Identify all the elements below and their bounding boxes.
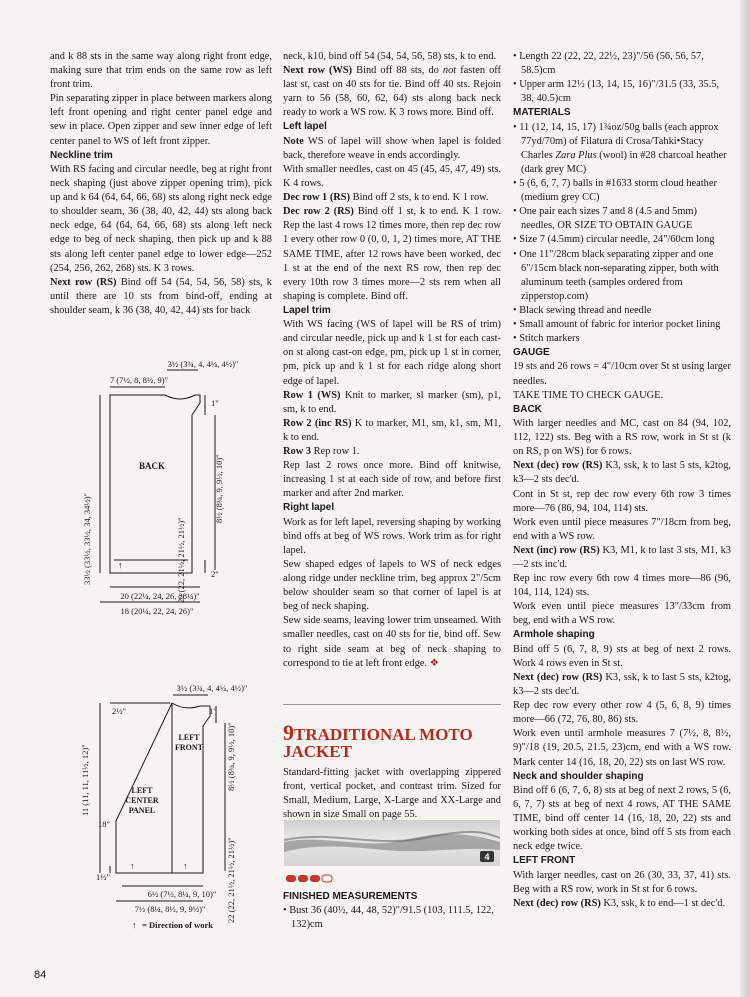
heading-right-lapel: Right lapel xyxy=(283,502,335,514)
center-panel-label-2: CENTER xyxy=(125,796,159,805)
row-label: Next (dec) row (RS) xyxy=(513,460,603,472)
row-text: Knit to marker, sl marker (sm), p1, sm, k to end. xyxy=(283,389,502,415)
heading-neckline-trim: Neckline trim xyxy=(50,149,113,161)
heading-materials: MATERIALS xyxy=(513,107,571,119)
page-number: 84 xyxy=(34,969,47,981)
paragraph: With larger needles, cast on 26 (30, 33, 37, 41) sts. Beg with a RS row, work in St st for 6 rows. xyxy=(513,869,731,895)
paragraph: Pin separating zipper in place between markers along left front opening and right center panel edge and sew in place. Open zipper and sew inner edge of left center panel to WS of left front zipper. xyxy=(50,93,272,147)
shoulder-width-label: 7 (7½, 8, 8½, 9)" xyxy=(109,375,169,385)
note-text: WS of lapel will show when lapel is folded back, therefore weave in ends accordingly. xyxy=(283,135,501,161)
paragraph xyxy=(283,191,501,205)
skill-level-icon xyxy=(284,871,344,881)
paragraph: With RS facing and circular needle, beg at right front neck shaping (just above zipper opening trim), pick up and k 64 (64, 64, 66, 68) sts along right neck edge to shoulder seam, 36 (38, 40, 42, 44) sts along back neck edge, 64 (64, 64, 66, 68) sts along left neck edge to beg of neck shaping, then pick up and k 88 sts along left center panel edge to lower edge—252 (254, 256, 262, 268) sts. K 3 rows. xyxy=(50,163,272,274)
note-label: Note xyxy=(283,135,304,147)
left-front-label-2: FRONT xyxy=(175,743,203,752)
paragraph: TAKE TIME TO CHECK GAUGE. xyxy=(513,389,664,401)
yarn-swatch-image xyxy=(284,820,500,866)
heading-back: BACK xyxy=(513,403,542,415)
row-text: Sew side seams, leaving lower trim unseamed. With smaller needles, cast on 40 sts for tie, bind off. Sew to right side seam at beg of neck shaping to correspond to tie at left front edge. xyxy=(283,615,501,669)
left-front-outline xyxy=(172,703,210,873)
row-text: fasten off last st, cast on 40 sts for tie. Bind off 40 sts. Rejoin yarn to 56 (58, 60, 62, 64) sts along back neck ready to work a WS row. K 3 rows more. Bind off. xyxy=(283,65,502,119)
material-item: • 5 (6, 6, 7, 7) balls in #1633 storm cloud heather (medium grey CC) xyxy=(513,178,717,204)
paragraph xyxy=(283,614,501,670)
hem-label: 1½" xyxy=(96,872,111,882)
back-label: BACK xyxy=(138,461,166,471)
column-2 xyxy=(283,50,501,671)
row-label: Row 1 (WS) xyxy=(283,389,341,401)
pattern-title-line-1: TRADITIONAL MOTO xyxy=(294,725,473,744)
heading-lapel-trim: Lapel trim xyxy=(283,304,331,316)
row-label: Next (dec) row (RS) xyxy=(513,671,603,683)
paragraph xyxy=(283,445,501,459)
page-spine-shadow xyxy=(740,0,750,997)
paragraph: Work even until piece measures 13"/33cm from beg, end with a WS row. xyxy=(513,601,731,627)
total-length-label: 33½ (33½, 33½, 34, 34½)" xyxy=(82,492,92,585)
paragraph xyxy=(513,459,731,487)
paragraph: With WS facing (WS of lapel will be RS of trim) and circular needle, pick up and k 1 st for each cast-on st along cast-on edge, pm, pick up 1 st in corner, pm, pick up and k 1 st for each ridge along short edge of lapel. xyxy=(283,319,501,387)
row-text: K3, ssk, k to end—1 st dec'd. xyxy=(600,897,726,909)
paragraph xyxy=(283,389,501,417)
bust-measurement: • Bust 36 (40½, 44, 48, 52)"/91.5 (103, 111.5, 122, 132)cm xyxy=(283,905,494,931)
direction-arrow-icon: ↑ xyxy=(132,920,137,930)
heading-gauge: GAUGE xyxy=(513,347,550,359)
paragraph xyxy=(513,544,731,572)
pattern-number: 9 xyxy=(283,720,294,745)
heading-finished-measurements: FINISHED MEASUREMENTS xyxy=(283,891,418,902)
paragraph xyxy=(283,64,501,120)
heading-neck-shoulder: Neck and shoulder shaping xyxy=(513,770,644,782)
material-item: • One 11"/28cm black separating zipper and one 6"/15cm black non-separating zipper, both with aluminum teeth (samples ordered from zipperstop.com) xyxy=(513,248,719,302)
material-item: • Black sewing thread and needle xyxy=(513,304,652,316)
neck-depth-label: 1" xyxy=(209,706,217,716)
lower-width-label: 7½ (8¼, 8½, 9, 9½)" xyxy=(134,904,206,914)
panel-height-label: 11 (11, 11, 11½, 12)" xyxy=(80,744,90,816)
heading-left-lapel: Left lapel xyxy=(283,121,327,133)
row-label: Next row (RS) xyxy=(50,276,117,288)
material-item: • Size 7 (4.5mm) circular needle, 24"/60cm long xyxy=(513,234,715,246)
center-panel-label-3: PANEL xyxy=(128,806,156,815)
paragraph xyxy=(513,671,731,699)
body-length-label: 22 (22, 21½, 21½, 21½)" xyxy=(176,517,186,603)
heading-armhole-shaping: Armhole shaping xyxy=(513,629,595,641)
paragraph: Rep last 2 rows once more. Bind off knitwise, increasing 1 st at each side of row, and before first marker and after 2nd marker. xyxy=(283,460,501,500)
armhole-depth-label: 8½ (8¾, 9, 9½, 10)" xyxy=(226,722,236,791)
lower-width-label: 18 (20¼, 22, 24, 26)" xyxy=(120,606,194,616)
row-label: Next row (WS) xyxy=(283,65,353,77)
material-text: (wool) in #28 charcoal heather (dark grey MC) xyxy=(521,149,727,175)
paragraph xyxy=(513,897,731,911)
material-item: • Small amount of fabric for interior pocket lining xyxy=(513,318,721,330)
material-item: • Stitch markers xyxy=(513,333,580,345)
neck-depth-label: 1" xyxy=(211,398,219,408)
paragraph: Cont in St st, rep dec row every 6th row 3 times more—76 (86, 94, 104, 114) sts. xyxy=(513,488,731,514)
back-schematic xyxy=(70,355,280,617)
paragraph: With smaller needles, cast on 45 (45, 45, 47, 49) sts. K 4 rows. xyxy=(283,163,501,190)
length-measurement: • Length 22 (22, 22, 22½, 23)"/56 (56, 56, 57, 58.5)cm xyxy=(513,51,704,77)
paragraph xyxy=(283,417,501,445)
row-text: Bind off 2 sts, k to end. K 1 row. xyxy=(350,192,489,204)
row-text: K to marker, M1, sm, k1, sm, M1, k to end. xyxy=(283,417,501,443)
back-outline xyxy=(110,395,200,573)
upper-arm-measurement: • Upper arm 12½ (13, 14, 15, 16)"/31.5 (33, 35.5, 38, 40.5)cm xyxy=(513,79,720,105)
heading-left-front: LEFT FRONT xyxy=(513,855,576,867)
row-label: Next (inc) row (RS) xyxy=(513,544,600,556)
chest-width-label: 20 (22¼, 24, 26, 28¼)" xyxy=(120,591,200,601)
paragraph: 19 sts and 26 rows = 4"/10cm over St st using larger needles. xyxy=(513,361,731,387)
row-label: Dec row 2 (RS) xyxy=(283,206,354,218)
yarn-name: Zara Plus xyxy=(555,149,597,161)
paragraph: Bind off 6 (6, 7, 6, 8) sts at beg of next 2 rows, 5 (6, 6, 7, 7) sts at beg of next 4 rows, AT THE SAME TIME, bind off center 14 (16, 18, 20, 22) sts and working both sides at once, bind off 5 sts from each neck edge twice. xyxy=(513,784,731,853)
material-text: • 11 (12, 14, 15, 17) 1¾oz/50g balls (each approx 77yd/70m) of Filatura di Crosa/Tahki•Stacy Charles xyxy=(513,121,719,161)
row-label: Row 3 xyxy=(283,446,311,458)
row-text: Bind off 54 (54, 54, 56, 58) sts, k until there are 10 sts from bind-off, ending at shoulder seam, k 36 (38, 40, 42, 44) sts for back xyxy=(50,276,273,316)
hem-label: 2" xyxy=(211,569,219,579)
pattern-intro: Standard-fitting jacket with overlapping zippered front, vertical pocket, and contrast trim. Sized for Small, Medium, Large, X-Large and XX-Large and shown in size Small on page 55. xyxy=(283,767,501,821)
row-text: K3, ssk, k to last 5 sts, k2tog, k3—2 sts dec'd. xyxy=(513,460,731,486)
column-1 xyxy=(50,50,272,318)
armhole-depth-label: 8½ (8¾, 9, 9½, 10)" xyxy=(214,454,224,523)
pattern-title xyxy=(283,720,501,761)
row-text: K3, ssk, k to last 5 sts, k2tog, k3—2 sts dec'd. xyxy=(513,671,731,698)
paragraph: and k 88 sts in the same way along right front edge, making sure that trim ends on the same row as left front trim. xyxy=(50,51,272,91)
paragraph: Sew shaped edges of lapels to WS of neck edges along ridge under neckline trim, beg approx 2"/5cm below shoulder seam so that corner of lapel is at beg of neck shaping. xyxy=(283,558,501,613)
top-left-label: 2½" xyxy=(112,706,127,716)
paragraph: neck, k10, bind off 54 (54, 54, 56, 58) sts, k to end. xyxy=(283,51,497,62)
paragraph: Rep dec row every other row 4 (5, 6, 8, 9) times more—66 (72, 76, 80, 86) sts. xyxy=(513,700,731,726)
front-width-label: 6½ (7½, 8¼, 9, 10)" xyxy=(147,889,217,899)
yarn-weight-badge: 4 xyxy=(484,852,490,862)
pattern-title-line-2: JACKET xyxy=(283,742,352,761)
paragraph: Work as for left lapel, reversing shaping by working bind offs at beg of WS rows. Work trim as for right lapel. xyxy=(283,516,501,556)
legend-text: = Direction of work xyxy=(142,920,214,930)
finished-measurements-start xyxy=(283,890,501,932)
row-text: K3, M1, k to last 3 sts, M1, k3—2 sts inc'd. xyxy=(513,544,731,570)
center-panel-label: LEFT xyxy=(131,786,153,795)
paragraph xyxy=(50,276,272,318)
direction-arrow-icon: ↑ xyxy=(130,861,135,871)
neck-width-label: 3½ (3¾, 4, 4¼, 4½)" xyxy=(167,359,239,369)
paragraph: With larger needles and MC, cast on 84 (94, 102, 112, 122) sts. Beg with a RS row, work in St st (k on RS, p on WS) for 6 rows. xyxy=(513,418,731,458)
paragraph: Bind off 5 (6, 7, 8, 9) sts at beg of next 2 rows. Work 4 rows even in St st. xyxy=(513,643,731,669)
body-length-label: 22 (22, 21½, 21½, 21½)" xyxy=(226,837,236,923)
left-front-label: LEFT xyxy=(178,733,200,742)
section-divider xyxy=(283,704,501,705)
row-text: Bind off 88 sts, do xyxy=(352,65,443,77)
paragraph xyxy=(283,205,501,304)
paragraph xyxy=(283,135,501,163)
zipper-length-label: 18" xyxy=(98,819,110,829)
material-item: • One pair each sizes 7 and 8 (4.5 and 5mm) needles, OR SIZE TO OBTAIN GAUGE xyxy=(513,206,697,232)
column-3 xyxy=(513,50,731,911)
row-label: Dec row 1 (RS) xyxy=(283,192,351,204)
paragraph: Rep inc row every 6th row 4 times more—86 (96, 104, 114, 124) sts. xyxy=(513,573,731,599)
neck-width-label: 3½ (3¾, 4, 4¼, 4½)" xyxy=(176,683,248,693)
paragraph: Work even until armhole measures 7 (7½, 8, 8½, 9)"/18 (19, 20.5, 21.5, 23)cm, end with a WS row. Mark center 14 (16, 18, 20, 22) sts on last WS row. xyxy=(513,728,731,768)
row-label: Next (dec) row (RS) xyxy=(513,897,601,909)
pattern-9-intro xyxy=(283,720,501,822)
row-text: Rep row 1. xyxy=(311,446,360,458)
row-label: Row 2 (inc RS) xyxy=(283,417,352,429)
end-mark-icon: ❖ xyxy=(429,657,439,669)
paragraph: Work even until piece measures 7"/18cm from beg, end with a WS row. xyxy=(513,516,731,542)
emphasis: not xyxy=(442,65,457,77)
material-item xyxy=(513,121,731,177)
row-text: Bind off 1 st, k to end. K 1 row. Rep the last 4 rows 12 times more, then rep dec row 1 every other row 0 (0, 0, 1, 2) times more, AT THE SAME TIME, after 12 rows have been worked, dec 1 st at the end of the next RS row, then rep dec every 10th row 3 times more—2 sts rem when all shaping is complete. Bind off. xyxy=(283,206,501,302)
direction-arrow-icon: ↑ xyxy=(118,560,123,570)
front-schematic xyxy=(70,681,280,936)
direction-arrow-icon: ↑ xyxy=(183,861,188,871)
